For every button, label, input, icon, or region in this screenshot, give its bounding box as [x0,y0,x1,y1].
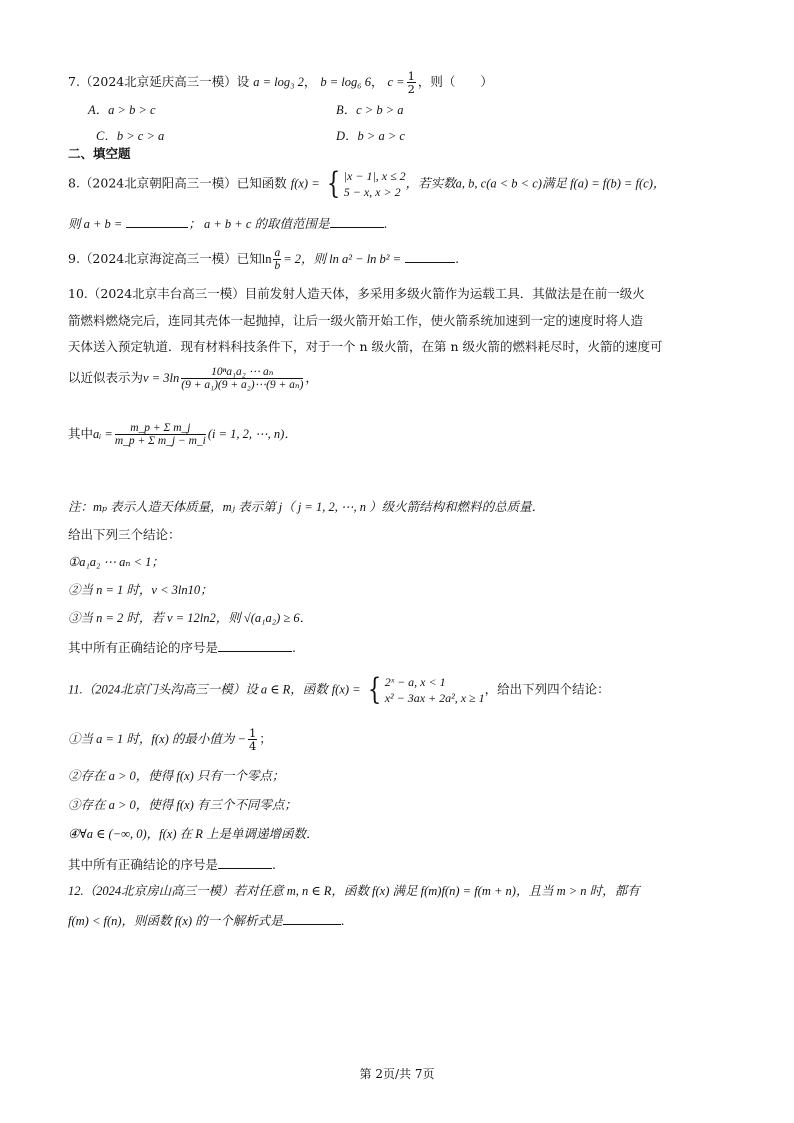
q11-c1-fraction [248,727,257,752]
q8-func: f(x) = [290,176,320,191]
q9-stem: 9.（2024北京海淀高三一模）已知 [68,251,262,267]
q10-ai-fraction [115,422,206,447]
q9-eq: = 2，则 ln a² − ln b² = [283,252,402,267]
q8-cases [344,168,406,200]
q9-ln: ln [261,252,272,267]
q10-ai-den: m_p + Σ m_j − m_i [114,435,206,448]
q11-conclusion-1 [68,727,272,752]
q7-stem: 7.（2024北京延庆高三一模）设 [68,74,250,90]
q11-c1-num: 1 [248,726,257,740]
q8-case2: 5 − x, x > 2 [343,185,401,200]
q8-case1: |x − 1|, x ≤ 2 [343,169,406,183]
q12-blank[interactable] [283,914,341,925]
q7-option-b: B．c > b > a [336,103,404,117]
q10-line3: 天体送入预定轨道．现有材料科技条件下，对于一个 n 级火箭，在第 n 级火箭的燃料耗尽时，火箭的速度可 [68,339,663,354]
q10-blank[interactable] [218,641,292,652]
q12-line2-wrap [68,913,345,929]
q8-tail: ，若实数a, b, c(a < b < c)满足 f(a) = f(b) = f(c)， [405,176,666,191]
q9-end: . [455,251,460,267]
q11-stem: 11.（2024北京门头沟高三一模）设 a ∈ R，函数 [68,682,328,697]
q7-c-den: 2 [407,82,415,97]
q10-line2: 箭燃料燃烧完后，连同其壳体一起抛掉，让后一级火箭开始工作，使火箭系统加速到一定的速度时将人造 [68,313,644,328]
q11-conclusion-2: ②存在 a > 0，使得 f(x) 只有一个零点； [68,769,285,783]
q7-c-fraction [407,70,416,95]
q7-stem-line: 7.（2024北京延庆高三一模）设 a = log₃ 2， b = log₆ 6， c = $\frac{1}{2}$ ，则（ ） [68,69,493,97]
q10-line4-pre: 以近似表示为 [68,370,144,386]
q10-v-eq: v = 3ln [143,371,180,386]
q9-line [68,247,459,272]
q11-case2: x² − 3ax + 2a², x ≥ 1 [384,691,485,706]
section-title: 二、填空题 [68,146,131,161]
q11-ask-line [68,857,276,872]
q11-tail: ，给出下列四个结论： [484,681,610,697]
q10-ask-line [68,640,296,655]
q10-line1: 10.（2024北京丰台高三一模）目前发射人造天体，多采用多级火箭作为运载工具．其做法是在前一级火 [68,286,645,301]
q10-v-end: ， [305,370,318,386]
q11-c1-den: 4 [248,739,257,754]
q11-blank[interactable] [218,858,272,869]
q10-ai-lhs: aᵢ = [93,427,113,442]
q7-c-def: c = [387,75,405,90]
q10-v-fraction [181,366,303,391]
q11-conclusion-3: ③存在 a > 0，使得 f(x) 有三个不同零点； [68,798,297,812]
q8-brace: { [326,166,340,202]
q8-blank-1[interactable] [126,217,188,228]
q11-c1-pre: ①当 a = 1 时，f(x) 的最小值为 − [68,732,246,747]
q11-c1-end: ； [259,731,272,747]
q7-a-def: a = log₃ 2 [253,75,304,90]
q11-conclusion-4: ④∀a ∈ (−∞, 0)，f(x) 在 R 上是单调递增函数． [68,827,319,841]
q10-ai-range: (i = 1, 2, ⋯, n)． [207,427,297,442]
q11-end: . [272,857,276,872]
q8-abc-prompt: ； a + b + c 的取值范围是 [188,217,330,231]
q7-option-a: A．a > b > c [88,103,156,117]
q8-ab-prompt: 则 a + b = [68,217,123,231]
q10-given: 给出下列三个结论： [68,527,181,542]
q9-blank[interactable] [405,252,455,263]
q7-tail: ，则（ ） [417,74,493,90]
page-footer: 第 2页/共 7页 [359,1067,435,1081]
q8-line2 [68,216,388,232]
q11-case1: 2ˣ − a, x < 1 [384,675,446,689]
q7-option-c: C．b > c > a [96,129,165,143]
q7-option-d: D．b > a > c [336,129,405,143]
q9-frac-den: b [274,260,281,273]
q11-brace: { [367,672,381,708]
q12-end: . [340,913,345,928]
q8-piecewise [324,168,406,200]
q10-ask: 其中所有正确结论的序号是 [68,640,219,655]
q10-ai-num: m_p + Σ m_j [115,422,206,435]
q7-b-def: b = log₆ 6 [320,75,371,90]
q10-end: . [292,640,296,655]
q10-v-formula-line [68,366,318,391]
q8-stem-line [68,168,665,200]
q10-ai-formula-line [68,422,297,447]
q12-line2: f(m) < f(n)，则函数 f(x) 的一个解析式是 [68,914,283,928]
q11-stem-line [68,674,610,706]
q8-end: . [383,216,388,231]
q10-conclusion-1: ①a₁a₂ ⋯ aₙ < 1； [68,555,164,569]
q11-func: f(x) = [331,682,361,697]
q7-c-num: 1 [407,69,415,83]
q10-note: 注：mₚ 表示人造天体质量，mⱼ 表示第 j（ j = 1, 2, ⋯, n ）级火箭结构和燃料的总质量． [68,500,545,514]
q11-piecewise [365,674,485,706]
q8-stem: 8.（2024北京朝阳高三一模）已知函数 [68,175,287,191]
q11-ask: 其中所有正确结论的序号是 [68,857,219,872]
q9-fraction [273,247,281,272]
q10-conclusion-3: ③当 n = 2 时，若 v = 12ln2，则 √(a₁a₂) ≥ 6． [68,611,313,625]
q12-line1: 12.（2024北京房山高三一模）若对任意 m, n ∈ R，函数 f(x) 满足 f(m)f(n) = f(m + n)，且当 m > n 时，都有 [68,884,640,898]
q9-frac-num: a [274,247,281,259]
q10-v-den: (9 + a₁)(9 + a₂)⋯(9 + aₙ) [181,379,304,392]
q8-blank-2[interactable] [330,217,384,228]
q10-conclusion-2: ②当 n = 1 时，v < 3ln10； [68,583,213,597]
q10-ai-pre: 其中 [68,426,94,442]
q11-cases [385,674,485,706]
q10-v-num: 10ⁿa₁a₂ ⋯ aₙ [181,366,303,379]
